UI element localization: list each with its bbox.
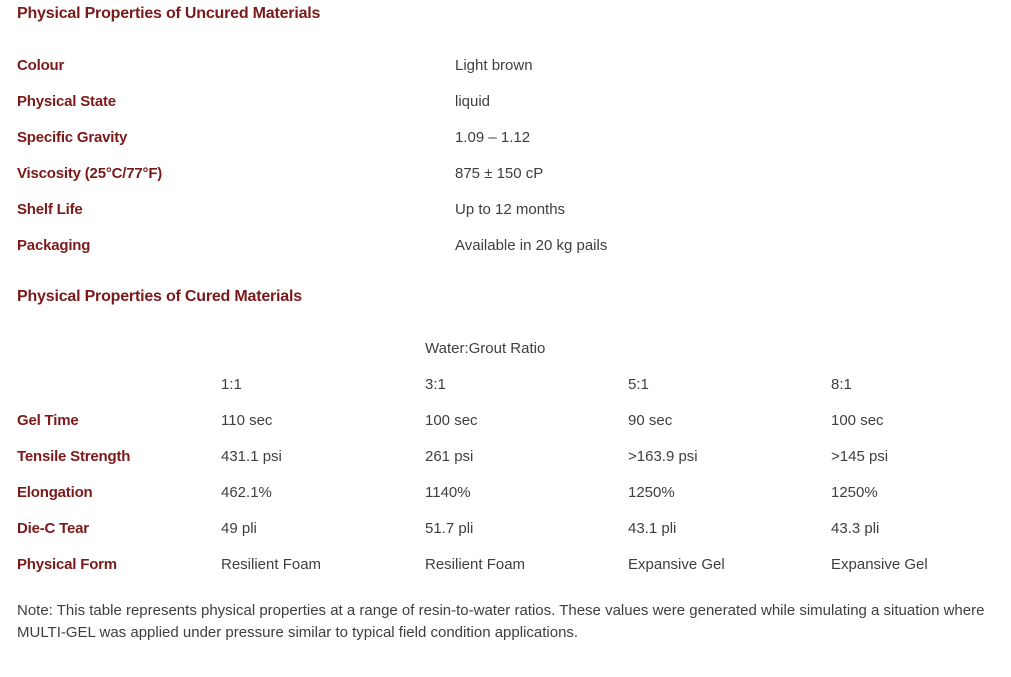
property-value: 875 ± 150 cP <box>455 164 544 182</box>
property-value: Light brown <box>455 56 533 74</box>
ratio-header-cell: 1:1 <box>221 375 242 393</box>
group-header-row <box>17 330 997 366</box>
note-text: Note: This table represents physical properties at a range of resin-to-water ratios. These values were generated while simulating a situation where MULTI-GEL was applied under pressure similar to typical field condition applications. <box>17 602 985 641</box>
table-row-physical-form <box>17 546 997 582</box>
table-row-tensile-strength <box>17 438 997 474</box>
cell-value: 110 sec <box>221 411 273 429</box>
property-value: liquid <box>455 92 491 110</box>
property-row-colour <box>17 47 997 83</box>
cell-value: 100 sec <box>831 411 884 429</box>
row-label: Tensile Strength <box>17 447 131 465</box>
cell-value: Resilient Foam <box>425 555 526 573</box>
table-row-gel-time <box>17 402 997 438</box>
property-label: Colour <box>17 56 65 74</box>
ratio-header-row <box>17 366 997 402</box>
cell-value: >163.9 psi <box>628 447 698 465</box>
cell-value: 49 pli <box>221 519 257 537</box>
property-label: Packaging <box>17 236 91 254</box>
cell-value: 1250% <box>628 483 675 501</box>
row-label: Die-C Tear <box>17 519 89 537</box>
cell-value: 261 psi <box>425 447 474 465</box>
ratio-header-cell: 5:1 <box>628 375 649 393</box>
row-label: Elongation <box>17 483 93 501</box>
cell-value: Expansive Gel <box>628 555 725 573</box>
cell-value: 100 sec <box>425 411 478 429</box>
property-label: Shelf Life <box>17 200 83 218</box>
cell-value: 43.1 pli <box>628 519 677 537</box>
cell-value: 90 sec <box>628 411 673 429</box>
cured-section-title: Physical Properties of Cured Materials <box>17 288 302 305</box>
uncured-properties-table <box>17 47 997 263</box>
cell-value: 1140% <box>425 483 471 501</box>
row-label: Gel Time <box>17 411 79 429</box>
cell-value: 462.1% <box>221 483 272 501</box>
water-grout-ratio-header: Water:Grout Ratio <box>425 339 546 357</box>
property-row-physical-state <box>17 83 997 119</box>
property-label: Viscosity (25°C/77°F) <box>17 164 163 182</box>
cell-value: 51.7 pli <box>425 519 474 537</box>
property-row-packaging <box>17 227 997 263</box>
property-label: Physical State <box>17 92 116 110</box>
cell-value: Resilient Foam <box>221 555 322 573</box>
property-row-specific-gravity <box>17 119 997 155</box>
cell-value: 43.3 pli <box>831 519 880 537</box>
table-row-elongation <box>17 474 997 510</box>
property-row-viscosity <box>17 155 997 191</box>
property-label: Specific Gravity <box>17 128 128 146</box>
property-value: Up to 12 months <box>455 200 566 218</box>
cell-value: 1250% <box>831 483 878 501</box>
row-label: Physical Form <box>17 555 117 573</box>
cell-value: 431.1 psi <box>221 447 282 465</box>
property-value: Available in 20 kg pails <box>455 236 608 254</box>
property-value: 1.09 – 1.12 <box>455 128 531 146</box>
cell-value: >145 psi <box>831 447 889 465</box>
cell-value: Expansive Gel <box>831 555 928 573</box>
property-row-shelf-life <box>17 191 997 227</box>
ratio-header-cell: 3:1 <box>425 375 446 393</box>
ratio-header-cell: 8:1 <box>831 375 852 393</box>
table-row-die-c-tear <box>17 510 997 546</box>
cured-properties-table <box>17 330 997 582</box>
uncured-section-title: Physical Properties of Uncured Materials <box>17 5 321 22</box>
